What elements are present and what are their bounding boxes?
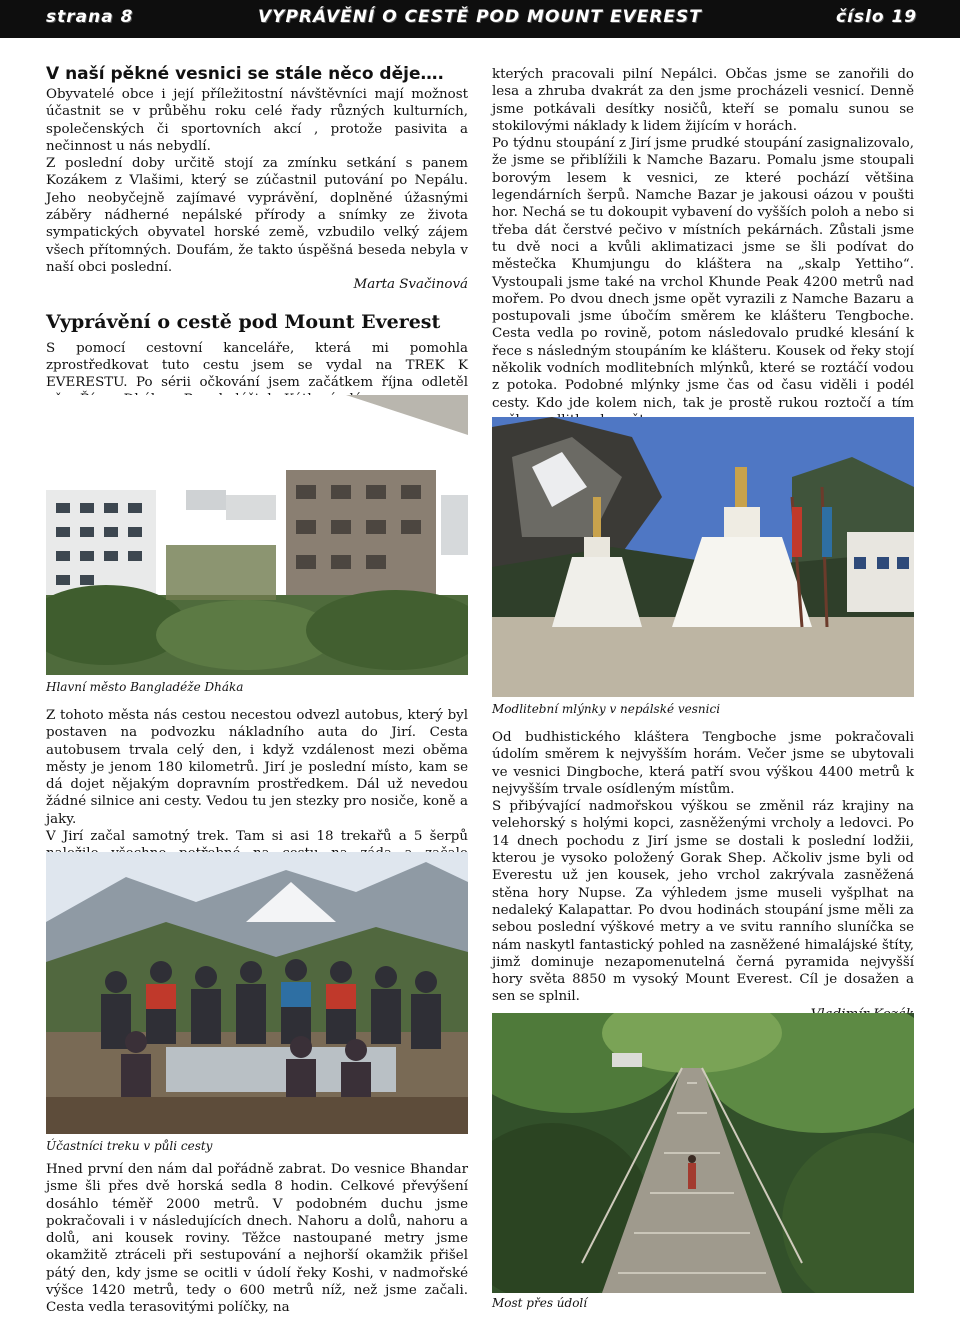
article2-paragraph-4: Hned první den nám dal pořádně zabrat. Do vesnice Bhandar jsme šli přes dvě horská sedla 8 hodin. Celkové převýšení dosáhlo téměř 2000 metrů. V podobném duchu jsme pokračovali i v následujících dnech. Nahoru a dolů, nahoru a dolů, ani kousek roviny. Těžce nastoupané metry jsme okamžitě ztráceli při sestupování a nejhorší okamžik přišel pátý den, kdy jsme se ocitli v údolí řeky Koshi, v nadmořské výšce 1420 metrů, tedy o 600 metrů níž, než jsme začali. Cesta vedla terasovitými políčky, na	[46, 1162, 468, 1316]
article2-paragraph-1: S pomocí cestovní kanceláře, která mi pomohla zprostředkovat tuto cestu jsem se vydal na TREK K EVERESTU. Po sérii očkování jsem začátkem října odletěl	[46, 340, 468, 391]
photo-prayer-wheels	[492, 417, 914, 697]
right-paragraph-1: kterých pracovali pilní Nepálci. Občas jsme se zanořili do lesa a zhruba dvakrát za den jsme procházeli vesnicí. Denně jsme potkávali desítky nosičů, kteří se pomalu sunou se stokilovými náklady k lidem žijícím v horách.	[492, 67, 914, 134]
article1-title: V naší pěkné vesnici se stále něco děje….	[46, 64, 444, 84]
caption-dhaka: Hlavní město Bangladéže Dháka	[46, 680, 244, 694]
photo-bridge	[492, 1013, 914, 1293]
right-column-top	[492, 66, 914, 429]
caption-bridge: Most přes údolí	[492, 1296, 588, 1310]
article2-title: Vyprávění o cestě pod Mount Everest	[46, 310, 441, 333]
left-column-top	[46, 64, 468, 409]
right-column-middle	[492, 729, 914, 1023]
header-title: VYPRÁVĚNÍ O CESTĚ POD MOUNT EVEREST	[258, 7, 702, 27]
article1-author: Marta Svačinová	[353, 277, 468, 293]
issue-number: číslo 19	[836, 7, 918, 27]
page-number: strana 8	[46, 7, 134, 27]
article2-paragraph-2: Z tohoto města nás cestou necestou odvezl autobus, který byl postaven na podvozku nákladního auta do Jirí. Cesta autobusem trvala celý den, i když vzdálenost mezi oběma městy je jenom 180 kilometrů. Jirí je poslední místo, kam se dá dojet nějakým dopravním prostředkem. Dál už nevedou žádné silnice ani cesty. Vedou tu jen stezky pro nosiče, koně a jaky.	[46, 708, 468, 827]
article1-paragraph-1: Obyvatelé obce i její příležitostní návštěvníci mají možnost účastnit se v průběhu roku celé řady různých kulturních, společenských či sportovních akcí , protože pasivita a nečinnost u nás nebydlí.	[46, 87, 468, 154]
caption-group: Účastníci treku v půli cesty	[46, 1139, 213, 1153]
right-paragraph-3: Od budhistického kláštera Tengboche jsme pokračovali údolím směrem k nejvyšším horám. Večer jsme se ubytovali ve vesnici Dingboche, která patří svou výškou 4400 metrů k nejvyšším trvale osídleným místům.	[492, 730, 914, 797]
photo-dhaka	[46, 395, 468, 675]
article1-paragraph-2: Z poslední doby určitě stojí za zmínku setkání s panem Kozákem z Vlašimi, který se zúčastnil putování po Nepálu. Jeho neobyčejně zajímavé vyprávění, doplněné úžasnými záběry nádherné nepálské přírody a snímky ze života sympatických obyvatel horské země, vzbudilo velký zájem všech přítomných. Doufám, že takto úspěšná beseda nebyla v naší obci poslední.	[46, 156, 468, 275]
article2-paragraph-3: V Jirí začal samotný trek. Tam si asi 18 trekařů a 5 šerpů	[46, 829, 468, 845]
right-paragraph-4: S přibývající nadmořskou výškou se změnil ráz krajiny na velehorský s holými kopci, zasněženými vrcholy a ledovci. Po 14 dnech pochodu z Jirí jsme se dostali k poslední lodžii, kterou je vysoko položený Gorak Shep. Ačkoliv jsme byli od Everestu už jen kousek, jeho vrchol zakrývala zasněžená stěna hory Nupse. Za výhledem jsme museli vyšplhat na nedaleký Kalapattar. Po dvou hodinách stoupání jsme měli za sebou poslední výškové metry a ve svitu ranního sluníčka se nám naskytl fantastický pohled na zasněžené himalájské štíty, jimž dominuje nezapomenutelná černá pyramida nejvyšší hory světa 8850 m vysoký Mount Everest. Cíl je dosažen a sen se splnil.	[492, 799, 914, 1005]
caption-prayer-wheels: Modlitební mlýnky v nepálské vesnici	[492, 702, 721, 716]
photo-group	[46, 852, 468, 1134]
right-paragraph-2: Po týdnu stoupání z Jirí jsme prudké stoupání zasignalizovalo, že jsme se přiblížili k Namche Bazaru. Pomalu jsme stoupali borovým lesem k vesnici, ze které pochází většina legendárních šerpů. Namche Bazar je jakousi oázou v poušti hor. Nechá se tu dokoupit vybavení do vyšších poloh a nebo si třeba dát čerstvé pečivo v místních pekárnách. Zůstali jsme tu dvě noci a kvůli aklimatizaci jsme se šli podívat do městečka Khumjungu do kláštera na „skalp Yettiho“. Vystoupali jsme také na vrchol Khunde Peak 4200 metrů nad mořem. Po dvou dnech jsme opět vyrazili z Namche Bazaru a postupovali jsme úbočím směrem ke klášteru Tengboche. Cesta vedla po rovině, potom následovalo prudké klesání k řece s následným stoupáním ke klášteru. Kousek od řeky stojí několik vodních modlitebních mlýnků, které se roztáčí vodou z potoka. Podobné mlýnky jsme čas od času viděli i podél cesty. Kdo jde kolem nich, tak je prostě rukou roztočí a tím	[492, 136, 914, 411]
left-column-bottom	[46, 1161, 468, 1317]
page-header	[0, 0, 960, 38]
